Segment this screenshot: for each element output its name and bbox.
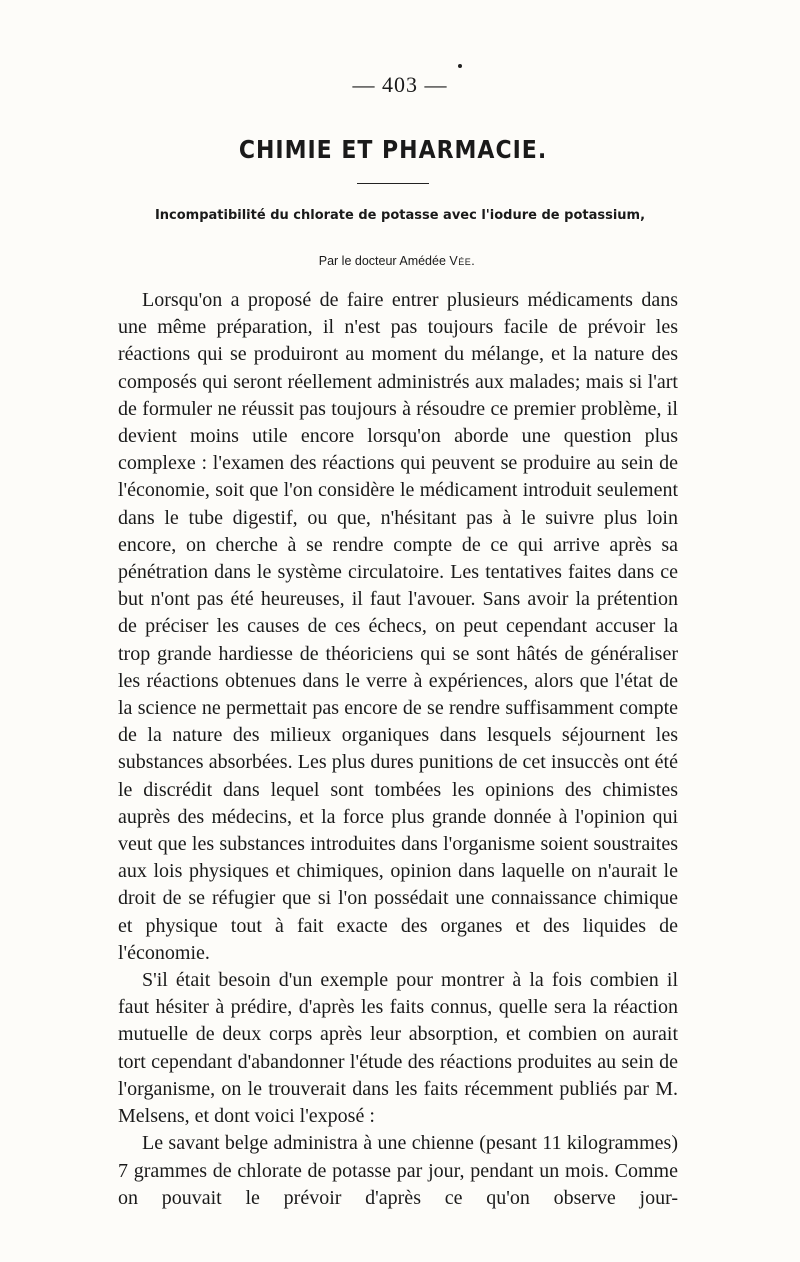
paragraph-2: S'il était besoin d'un exemple pour montrer à la fois combien il faut hésiter à prédire, d'après les faits connus, quelle sera la réaction mutuelle de deux corps après leur absorption, et combien on aurait tort cependant d'abandonner l'étude des réactions produites au sein de l'organisme, on le trouverait dans les faits récemment publiés par M. Melsens, et dont voici l'exposé : (118, 969, 678, 1128)
body-text (118, 287, 678, 1212)
article-title: Incompatibilité du chlorate de potasse avec l'iodure de potassium, (154, 208, 646, 223)
page-number: — 403 — (352, 72, 448, 97)
byline-author: Vée. (449, 254, 476, 268)
byline-prefix: Par le docteur Amédée (318, 254, 446, 268)
paragraph-1: Lorsqu'on a proposé de faire entrer plusieurs médicaments dans une même préparation, il n'est pas toujours facile de prévoir les réactions qui se produiront au moment du mélange, et la nature des composés qui seront réellement administrés aux malades; mais si l'art de formuler ne réussit pas toujours à résoudre ce premier problème, il devient moins utile encore lorsqu'on aborde une question plus complexe : l'examen des réactions qui peuvent se produire au sein de l'économie, soit que l'on considère le médicament introduit seulement dans le tube digestif, ou que, n'hésitant pas à le suivre plus loin encore, on cherche à se rendre compte de ce qui arrive après sa pénétration dans le système circulatoire. Les tentatives faites dans ce but n'ont pas été heureuses, il faut l'avouer. Sans avoir la prétention de préciser les causes de ces échecs, on peut cependant accuser la trop grande hardiesse de théoriciens qui se sont hâtés de généraliser les réactions obtenues dans le verre à expériences, alors que l'état de la science ne permettait pas encore de se rendre suffisamment compte de la nature des milieux organiques dans lesquels séjournent les substances absorbées. Les plus dures punitions de cet insuccès ont été le discrédit dans lequel sont tombées les opinions des chimistes auprès des médecins, et la force plus grande donnée à l'opinion qui veut que les substances introduites dans l'organisme soient soustraites aux lois physiques et chimiques, opinion dans laquelle on n'aurait le droit de se réfugier que si l'on possédait une connaissance chimique et physique tout à fait exacte des organes et des liquides de l'économie. (118, 289, 678, 964)
ink-dot (458, 64, 462, 68)
paragraph-3: Le savant belge administra à une chienne (pesant 11 kilogrammes) 7 grammes de chlorate de potasse par jour, pendant un mois. Comme on pouvait le prévoir d'après ce qu'on observe jour- (118, 1132, 678, 1209)
byline (0, 254, 794, 268)
title-divider (357, 183, 429, 184)
section-title: CHIMIE ET PHARMACIE. (238, 136, 548, 165)
